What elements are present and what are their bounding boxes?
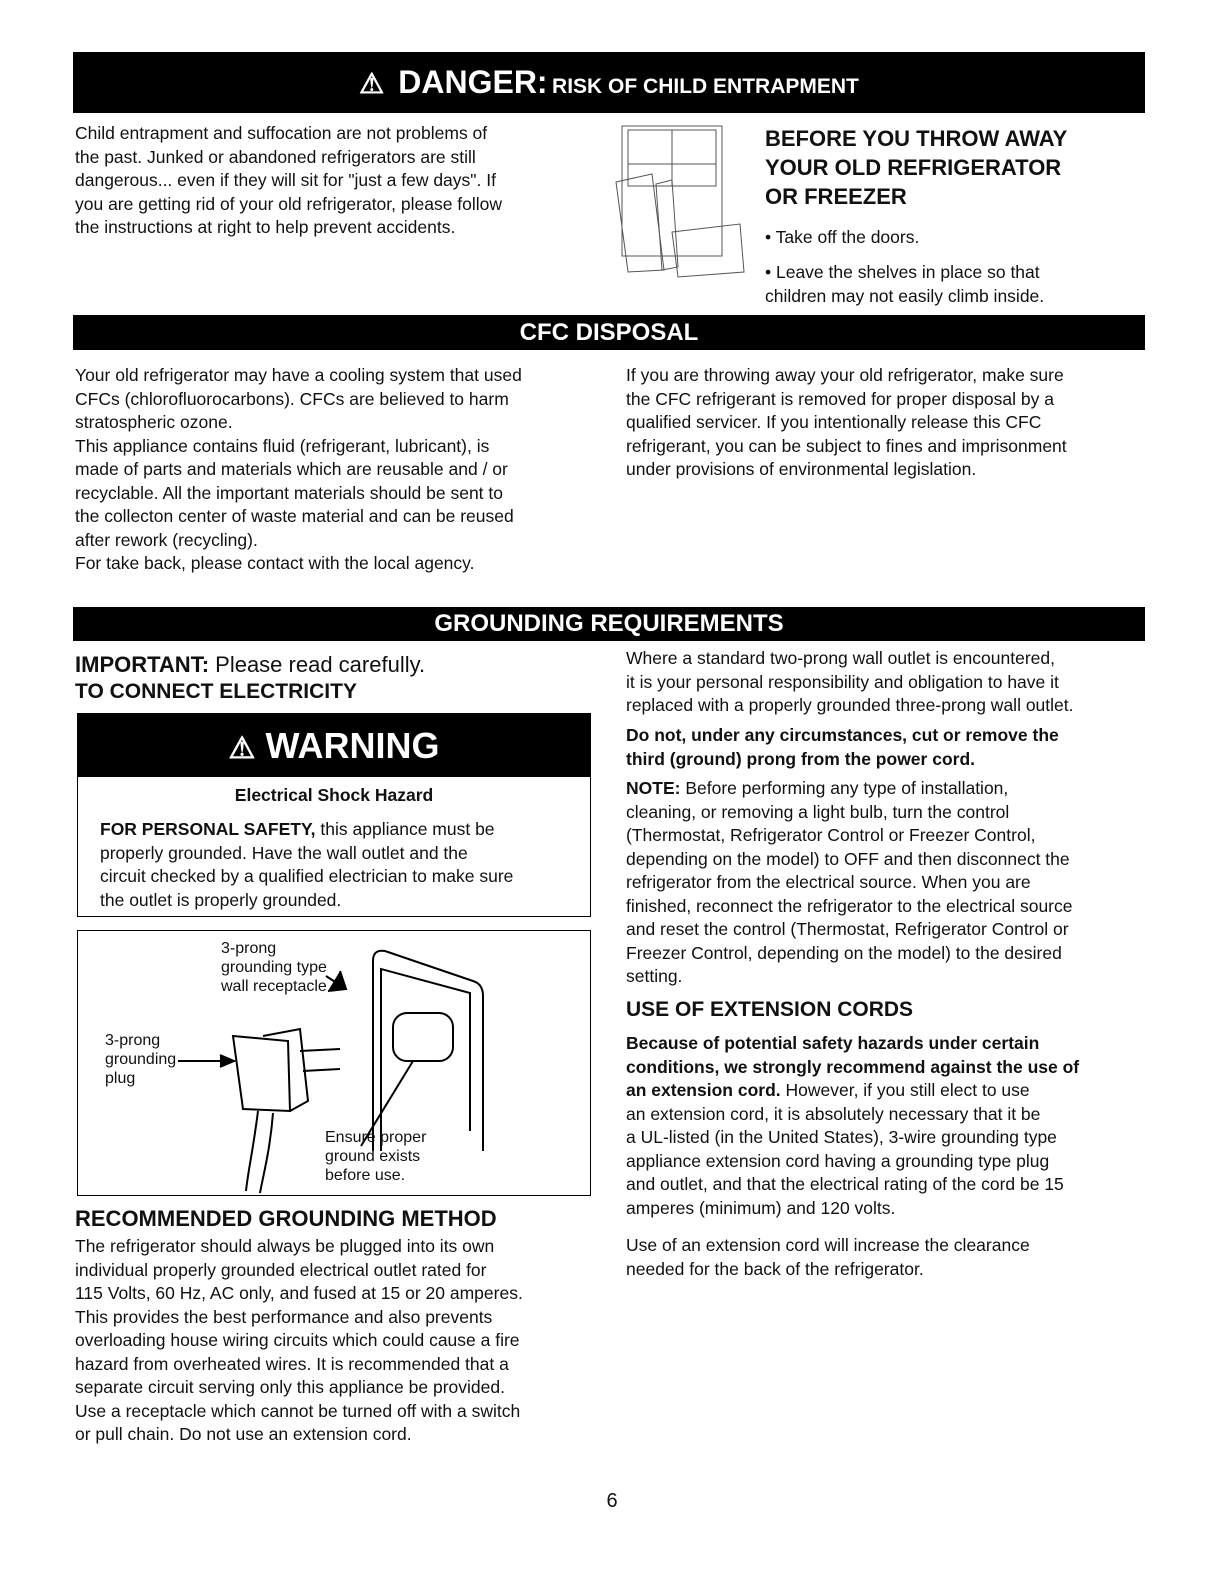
important-text: Please read carefully.: [209, 652, 426, 677]
note-label: NOTE:: [626, 778, 681, 798]
recommended-method-text: The refrigerator should always be plugged into its own individual properly grounded electrical outlet rated for 115 Volts, 60 Hz, AC only, and fused at 15 or 20 amperes. This provides the best performance and also prevents overloading house wiring circuits which could cause a fire hazard from overheated wires. It is recommended that a separate circuit serving only this appliance be provided. Use a receptacle which cannot be turned off with a switch or pull chain. Do not use an extension cord.: [75, 1236, 523, 1444]
ensure-ground-label: Ensure proper ground exists before use.: [325, 1129, 427, 1184]
cfc-left-text: Your old refrigerator may have a cooling system that used CFCs (chlorofluorocarbons). CFCs are believed to harm stratospheric ozone. This appliance contains fluid (refrigerant, lubricant), is made of parts and materials which are reusable and / or recyclable. All the important materials should be sent to the collecton center of waste material and can be reused after rework (recycling). For take back, please contact with the local agency.: [75, 365, 522, 573]
danger-title: DANGER:: [398, 64, 548, 100]
extension-cords-heading: USE OF EXTENSION CORDS: [626, 998, 914, 1021]
grounding-banner: [73, 607, 1145, 641]
important-line: [75, 652, 425, 678]
danger-intro: Child entrapment and suffocation are not problems of the past. Junked or abandoned refrigerators are still dangerous... even if they will sit for "just a few days". If you are getting rid of your old refrigerator, please follow the instructions at right to help prevent accidents.: [75, 123, 503, 237]
warning-body: this appliance must be properly grounded. Have the wall outlet and the circuit checked by a qualified electrician to make sure the outlet is properly grounded.: [100, 819, 514, 910]
danger-subtitle: RISK OF CHILD ENTRAPMENT: [552, 75, 859, 98]
extension-clearance-text: Use of an extension cord will increase the clearance needed for the back of the refrigerator.: [626, 1235, 1030, 1279]
recommended-method-heading: RECOMMENDED GROUNDING METHOD: [75, 1206, 497, 1231]
warning-box: [77, 713, 591, 917]
refrigerator-illustration: [612, 122, 752, 280]
extension-text: [626, 1032, 1079, 1220]
danger-bullet: • Take off the doors.: [765, 227, 920, 247]
cfc-disposal-banner: [73, 315, 1145, 350]
extension-body: However, if you still elect to use an extension cord, it is absolutely necessary that it be a UL-listed (in the United States), 3-wire grounding type appliance extension cord having a grounding type plug and outlet, and that the electrical rating of the cord be 15 amperes (minimum) and 120 volts.: [626, 1080, 1064, 1218]
cfc-right-text: If you are throwing away your old refrigerator, make sure the CFC refrigerant is removed for proper disposal by a qualified servicer. If you intentionally release this CFC refrigerant, you can be subject to fines and imprisonment under provisions of environmental legislation.: [626, 365, 1067, 479]
connect-electricity-heading: TO CONNECT ELECTRICITY: [75, 680, 357, 703]
grounding-diagram: [77, 930, 591, 1196]
receptacle-label: 3-prong grounding type wall receptacle: [221, 940, 327, 995]
two-prong-text: Where a standard two-prong wall outlet is encountered, it is your personal responsibility and obligation to have it replaced with a properly grounded three-prong wall outlet.: [626, 648, 1074, 715]
extension-bold: Because of potential safety hazards under certain conditions, we strongly recommend against the use of an extension cord.: [626, 1033, 1080, 1100]
page-number: 6: [606, 1490, 618, 1512]
warning-subtitle: Electrical Shock Hazard: [234, 785, 434, 805]
ground-prong-warning: Do not, under any circumstances, cut or remove the third (ground) prong from the power cord.: [626, 725, 1059, 769]
danger-bullet: • Leave the shelves in place so that children may not easily climb inside.: [765, 262, 1045, 306]
danger-banner: [73, 52, 1145, 113]
warning-triangle-icon: ⚠: [228, 732, 256, 765]
plug-label: 3-prong grounding plug: [105, 1032, 177, 1087]
note-text: [626, 777, 1072, 989]
grounding-title: GROUNDING REQUIREMENTS: [434, 610, 784, 637]
important-label: IMPORTANT:: [75, 652, 210, 677]
note-body: Before performing any type of installation, cleaning, or removing a light bulb, turn the control (Thermostat, Refrigerator Control or Freezer Control, depending on the model) to OFF and then disconnect the refrigerator from the electrical source. When you are finished, reconnect the refrigerator to the electrical source and reset the control (Thermostat, Refrigerator Control or Freezer Control, depending on the model) to the desired setting.: [626, 778, 1073, 986]
warning-header: [78, 714, 590, 777]
warning-title: WARNING: [265, 725, 440, 766]
warning-bold: FOR PERSONAL SAFETY,: [100, 819, 316, 839]
cfc-title: CFC DISPOSAL: [519, 319, 699, 346]
warning-text: [100, 818, 513, 912]
before-throw-away-heading: BEFORE YOU THROW AWAY YOUR OLD REFRIGERATOR OR FREEZER: [765, 126, 1068, 209]
warning-triangle-icon: ⚠: [359, 68, 385, 99]
